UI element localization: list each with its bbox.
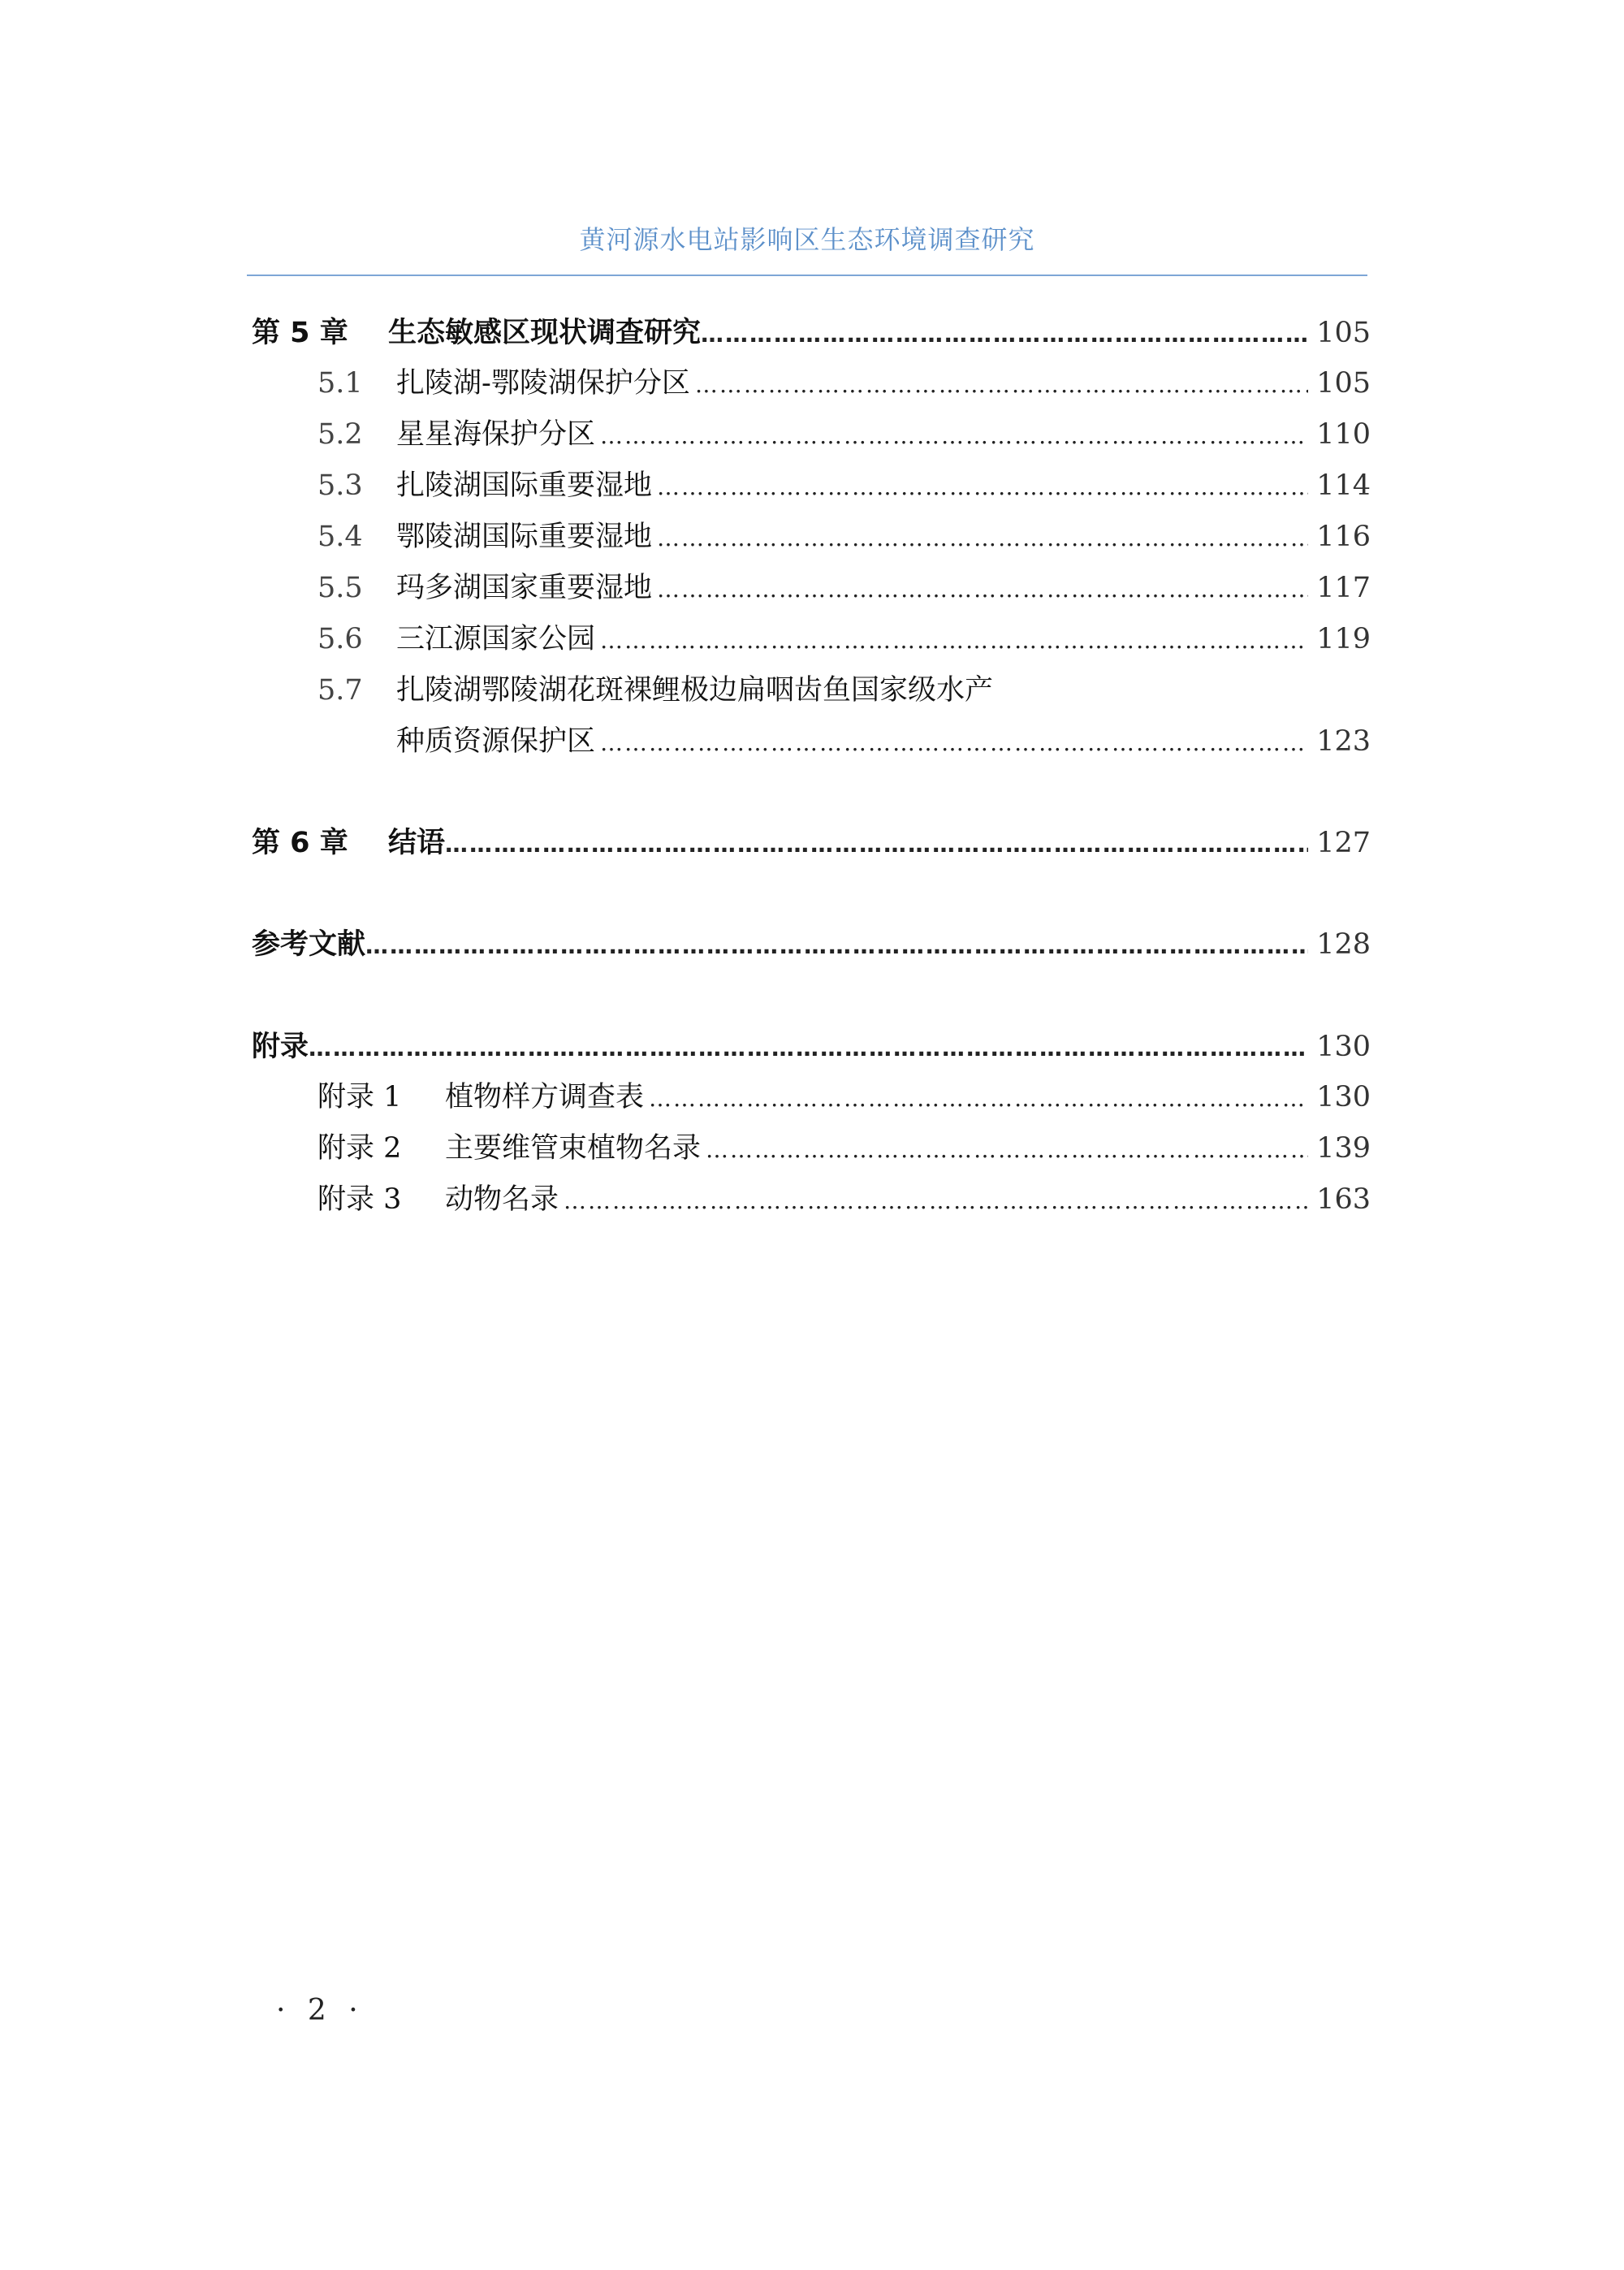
toc-appendix-3[interactable] — [317, 1179, 1371, 1220]
footer-page-number: · 2 · — [276, 1994, 365, 2027]
section-title: 鄂陵湖国际重要湿地 — [396, 521, 653, 553]
leader-dots — [445, 824, 1308, 865]
leader-dots — [309, 1028, 1308, 1069]
references-title: 参考文献 — [252, 928, 366, 961]
section-title-continued: 种质资源保护区 — [396, 725, 596, 758]
toc-section-5-7-continued[interactable] — [396, 721, 1371, 762]
page-number: 163 — [1316, 1183, 1371, 1216]
page-number: 116 — [1316, 521, 1371, 553]
page-number: 117 — [1316, 572, 1371, 604]
toc-section-5-3[interactable] — [317, 465, 1371, 506]
page-number: 130 — [1316, 1081, 1371, 1113]
section-number: 5.1 — [317, 367, 363, 400]
leader-dots — [649, 1079, 1308, 1119]
chapter-title: 生态敏感区现状调查研究 — [388, 317, 702, 349]
toc-section-5-6[interactable] — [317, 619, 1371, 659]
chapter-title: 结语 — [388, 827, 446, 859]
toc-references[interactable] — [252, 924, 1371, 965]
section-title: 三江源国家公园 — [396, 623, 596, 655]
section-number: 5.2 — [317, 418, 363, 451]
chapter-number: 第 6 章 — [252, 827, 348, 859]
section-title: 扎陵湖国际重要湿地 — [396, 469, 653, 502]
appendix-item-title: 动物名录 — [445, 1183, 559, 1216]
leader-dots — [706, 1130, 1308, 1170]
page-number: 119 — [1316, 623, 1371, 655]
toc-section-5-4[interactable] — [317, 517, 1371, 557]
leader-dots — [600, 620, 1308, 661]
page-number: 114 — [1316, 469, 1371, 502]
leader-dots — [701, 314, 1308, 355]
section-title: 星星海保护分区 — [396, 418, 596, 451]
page-number: 105 — [1316, 317, 1371, 349]
section-number: 5.4 — [317, 521, 363, 553]
page-number: 110 — [1316, 418, 1371, 451]
page-number: 105 — [1316, 367, 1371, 400]
toc-chapter-5[interactable] — [252, 313, 1371, 353]
toc-appendix[interactable] — [252, 1027, 1371, 1067]
page-number: 128 — [1316, 928, 1371, 961]
section-title: 扎陵湖-鄂陵湖保护分区 — [396, 367, 690, 400]
appendix-item-title: 主要维管束植物名录 — [445, 1132, 702, 1165]
leader-dots — [600, 416, 1308, 456]
toc-section-5-1[interactable] — [317, 363, 1371, 404]
toc-chapter-6[interactable] — [252, 823, 1371, 863]
leader-dots — [657, 518, 1308, 559]
appendix-title: 附录 — [252, 1031, 309, 1063]
toc-section-5-2[interactable] — [317, 414, 1371, 455]
leader-dots — [657, 569, 1308, 610]
appendix-item-title: 植物样方调查表 — [445, 1081, 645, 1113]
page-number: 130 — [1316, 1031, 1371, 1063]
leader-dots — [657, 467, 1308, 508]
chapter-number: 第 5 章 — [252, 317, 348, 349]
appendix-number: 附录 1 — [317, 1081, 402, 1113]
page-number: 139 — [1316, 1132, 1371, 1165]
leader-dots — [600, 723, 1308, 763]
section-number: 5.5 — [317, 572, 363, 604]
section-number: 5.7 — [317, 674, 363, 707]
page-number: 123 — [1316, 725, 1371, 758]
section-number: 5.3 — [317, 469, 363, 502]
leader-dots — [365, 926, 1308, 966]
running-header: 黄河源水电站影响区生态环境调查研究 — [579, 224, 1035, 255]
toc-section-5-7[interactable] — [317, 670, 993, 711]
header-rule — [247, 275, 1367, 276]
section-number: 5.6 — [317, 623, 363, 655]
leader-dots — [564, 1181, 1308, 1221]
section-title: 玛多湖国家重要湿地 — [396, 572, 653, 604]
page-number: 127 — [1316, 827, 1371, 859]
leader-dots — [695, 365, 1308, 405]
toc-section-5-5[interactable] — [317, 568, 1371, 608]
section-title: 扎陵湖鄂陵湖花斑裸鲤极边扁咽齿鱼国家级水产 — [396, 674, 994, 707]
toc-appendix-1[interactable] — [317, 1077, 1371, 1118]
appendix-number: 附录 3 — [317, 1183, 402, 1216]
toc-appendix-2[interactable] — [317, 1128, 1371, 1169]
appendix-number: 附录 2 — [317, 1132, 402, 1165]
